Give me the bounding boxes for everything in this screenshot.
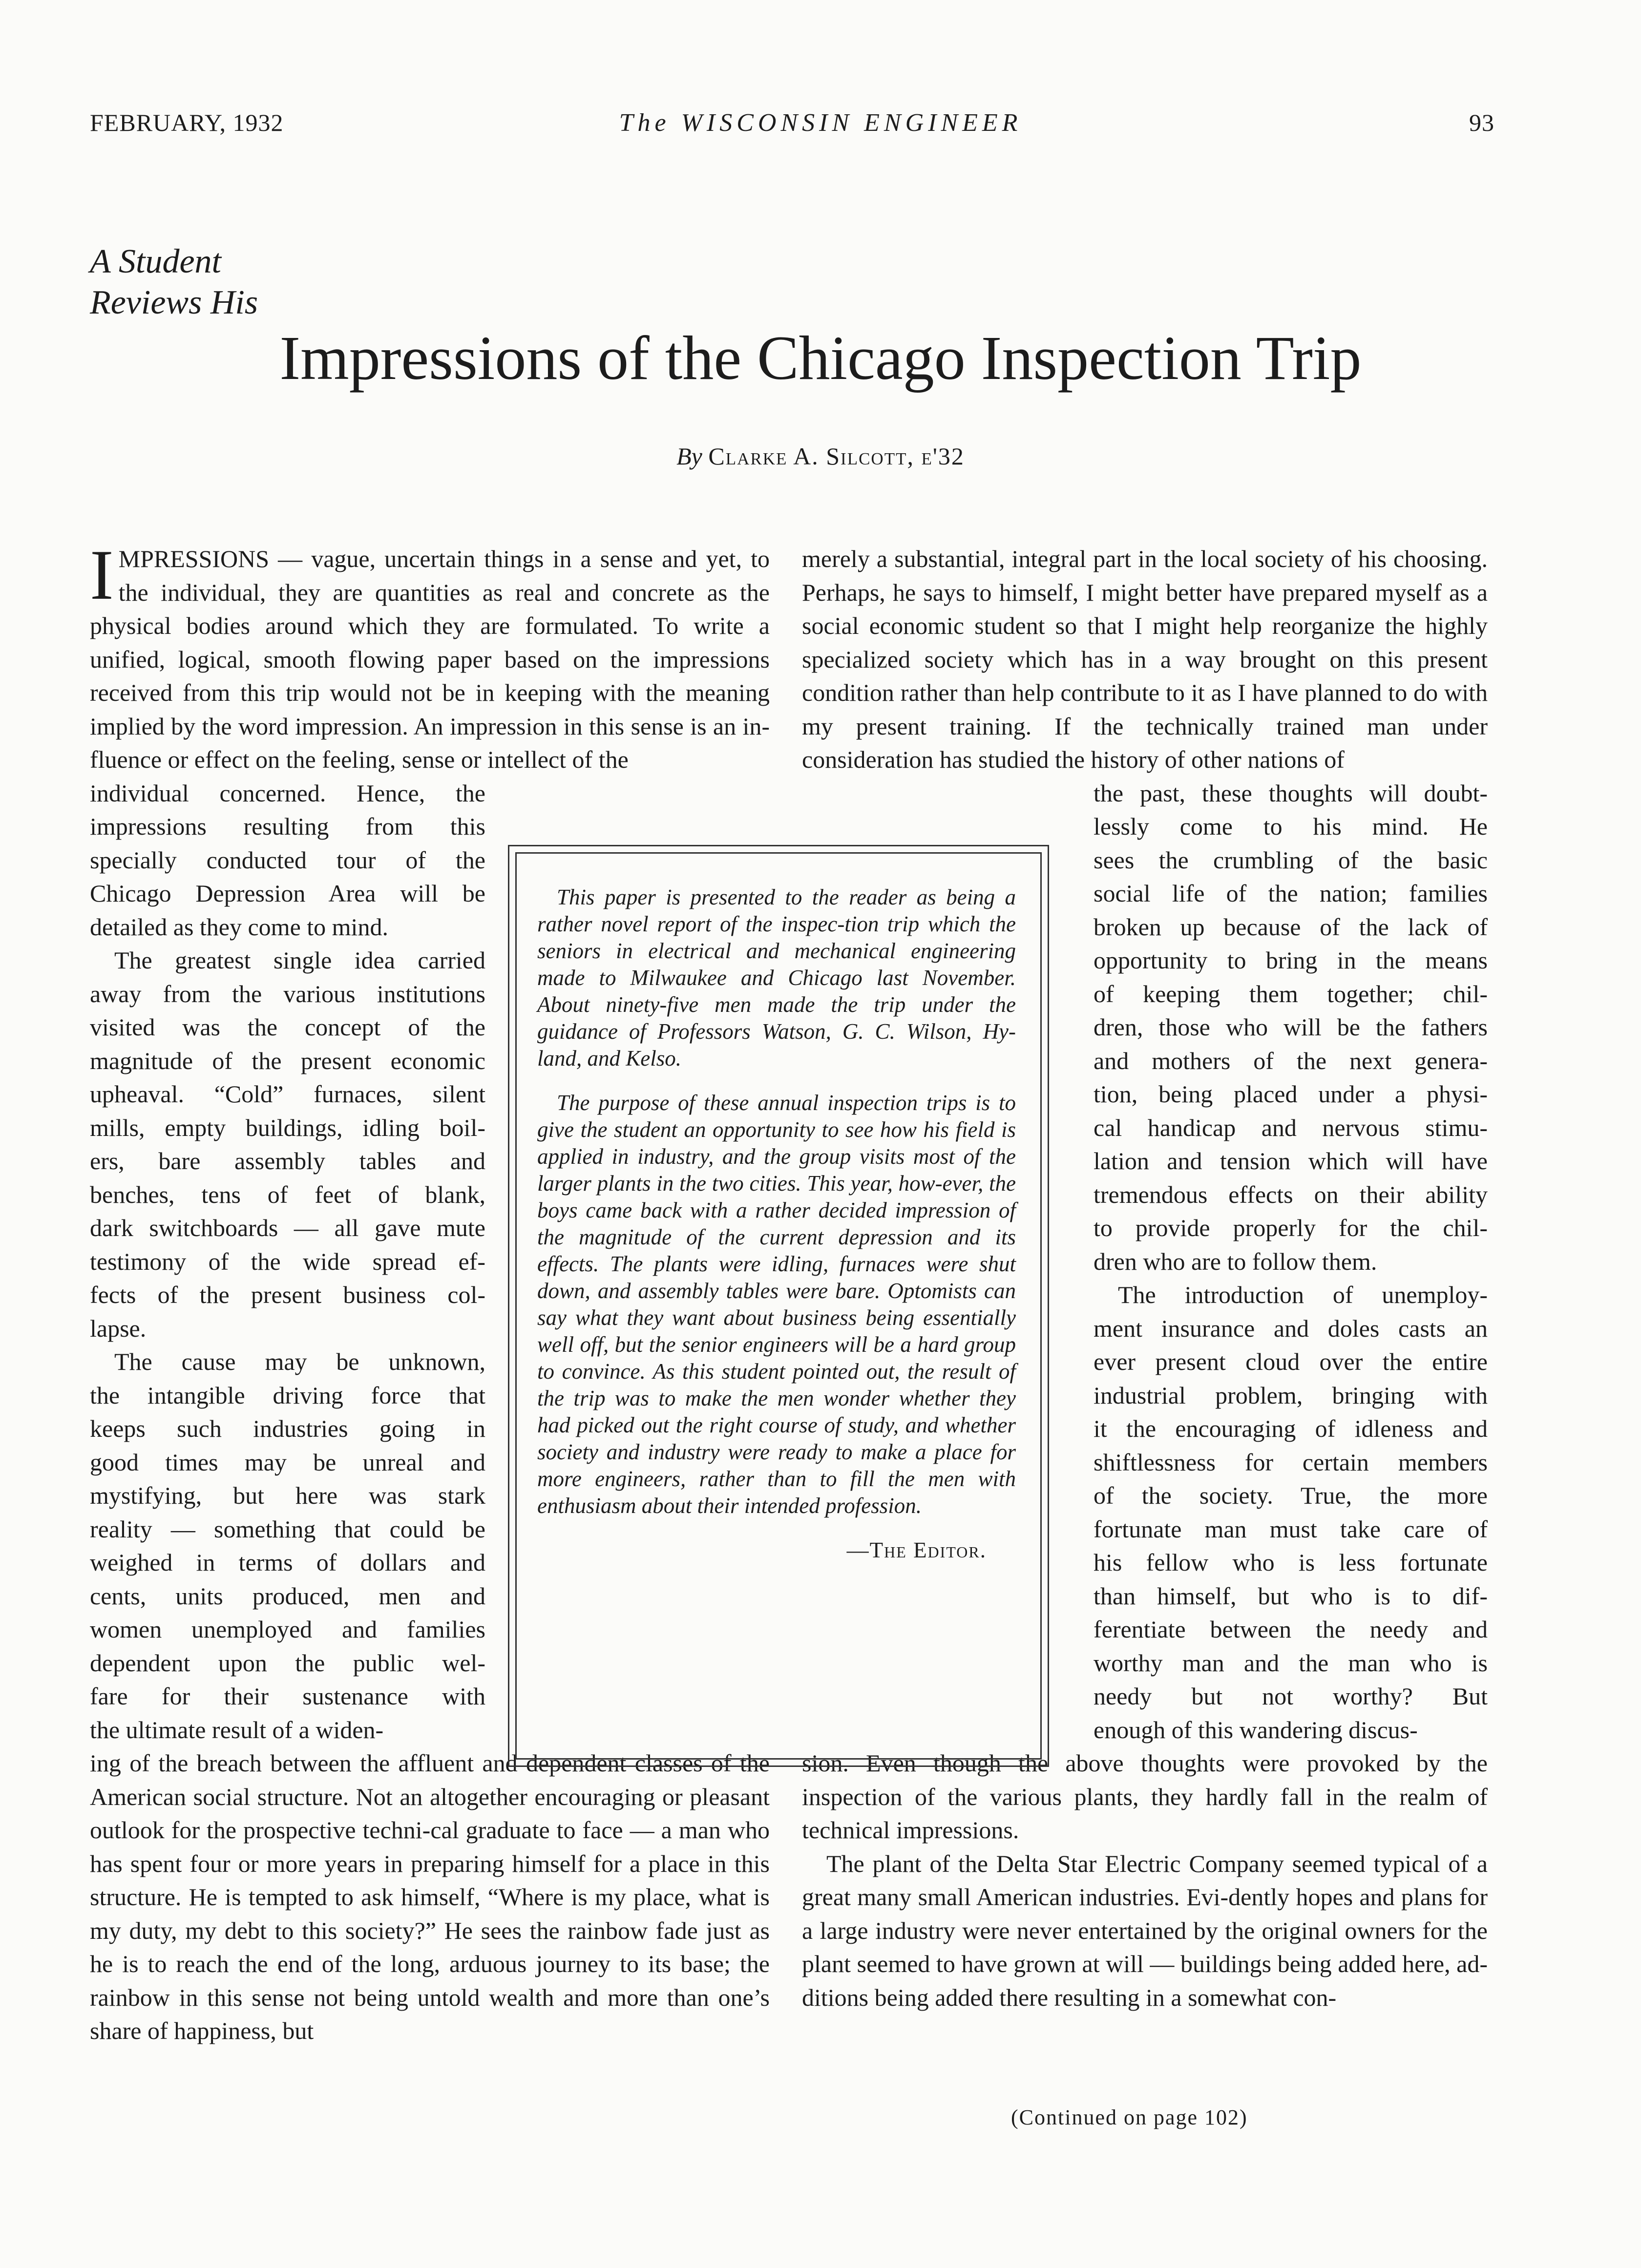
text-line: dark switchboards — all gave mute — [90, 1214, 485, 1241]
text-line: lessly come to his mind. He — [1094, 813, 1488, 840]
text-line: the intangible driving force that — [90, 1381, 485, 1409]
text-line: Chicago Depression Area will be — [90, 880, 485, 907]
text-line: benches, tens of feet of blank, — [90, 1180, 485, 1208]
right-para-1: merely a substantial, integral part in the local society of his choosing. Perhaps, he says to himself, I might better have prepared myself as a social economic student so that I might help reorganize the highly specialized society which has in a way brought on this present condition rather than help contribute to it as I have planned to do with my present training. If the technically trained man under consideration has studied the history of other nations of — [802, 545, 1488, 773]
byline-author: Clarke A. Silcott, e'32 — [708, 442, 965, 470]
text-line: individual concerned. Hence, the — [90, 779, 485, 807]
text-line: tremendous effects on their ability — [1094, 1180, 1488, 1208]
text-line: social life of the nation; families — [1094, 880, 1488, 907]
text-line: to provide properly for the chil- — [1094, 1214, 1488, 1241]
text-line: weighed in terms of dollars and — [90, 1549, 485, 1576]
right-para-2-narrow — [1094, 1278, 1488, 1746]
text-line: keeps such industries going in — [90, 1415, 485, 1442]
left-para-3-narrow — [90, 1345, 485, 1746]
text-line: and mothers of the next genera- — [1094, 1047, 1488, 1074]
text-line: opportunity to bring in the means — [1094, 946, 1488, 974]
text-line: than himself, but who is to dif- — [1094, 1582, 1488, 1610]
text-line: needy but not worthy? But — [1094, 1682, 1488, 1710]
text-line: sees the crumbling of the basic — [1094, 846, 1488, 874]
kicker-line-1: A Student — [90, 243, 221, 280]
text-line: industrial problem, bringing with — [1094, 1381, 1488, 1409]
continued-note: (Continued on page 102) — [1011, 2105, 1248, 2129]
text-line: women unemployed and families — [90, 1616, 485, 1643]
text-line: The cause may be unknown, — [114, 1348, 485, 1375]
text-line: enough of this wandering discus- — [1094, 1716, 1418, 1743]
editor-signature: —The Editor. — [846, 1538, 987, 1562]
header-date: FEBRUARY, 1932 — [90, 109, 284, 136]
text-line: the past, these thoughts will doubt- — [1094, 779, 1488, 807]
text-line: upheaval. “Cold” furnaces, silent — [90, 1080, 485, 1108]
text-line: mills, empty buildings, idling boil- — [90, 1113, 485, 1141]
text-line: his fellow who is less fortunate — [1094, 1549, 1488, 1576]
left-para-1: IMPRESSIONS — vague, uncertain things in a sense and yet, to the individual, they are quantities as real and concrete as the physical bodies around which they are formulated. To write a unified, logical, smooth flowing paper based on the impressions received from this trip would not be in keeping with the meaning implied by the word impression. An impression in this sense is an in-fluence or effect on the feeling, sense or intellect of the — [90, 535, 770, 773]
text-line: magnitude of the present economic — [90, 1047, 485, 1074]
text-line: dren, those who will be the fathers — [1094, 1013, 1488, 1041]
byline-prefix: By — [676, 442, 702, 470]
text-line: it the encouraging of idleness and — [1094, 1415, 1488, 1442]
text-line: specially conducted tour of the — [90, 846, 485, 874]
text-line: the ultimate result of a widen- — [90, 1716, 384, 1743]
page-number: 93 — [1469, 109, 1494, 136]
editor-note-para-1: This paper is presented to the reader as being a rather novel report of the inspec-tion trip which the seniors in electrical and mechanical engineering made to Milwaukee and Chicago last November. About ninety-five men made the trip under the guidance of Professors Watson, G. C. Wilson, Hy-land, and Kelso. — [537, 885, 1016, 1071]
text-line: broken up because of the lack of — [1094, 913, 1488, 941]
text-line: impressions resulting from this — [90, 813, 485, 840]
text-line: mystifying, but here was stark — [90, 1482, 485, 1509]
right-para-2-wide: sion. Even though the above thoughts were provoked by the inspection of the various plants, they hardly fall in the realm of technical impressions. — [802, 1749, 1488, 1844]
left-para-2 — [90, 944, 485, 1345]
magazine-title: The WISCONSIN ENGINEER — [619, 109, 1022, 137]
right-para-3: The plant of the Delta Star Electric Company seemed typical of a great many small American industries. Evi-dently hopes and plans for a large industry were never entertained by the original owners for the plant seemed to have grown at will — buildings being added here, ad-ditions being added there resulting in a somewhat con- — [802, 1849, 1488, 2011]
text-line: cal handicap and nervous stimu- — [1094, 1113, 1488, 1141]
text-line: ferentiate between the needy and — [1094, 1616, 1488, 1643]
text-line: good times may be unreal and — [90, 1448, 485, 1476]
text-line: of keeping them together; chil- — [1094, 980, 1488, 1008]
article-title: Impressions of the Chicago Inspection Trip — [279, 323, 1362, 393]
text-line: ers, bare assembly tables and — [90, 1147, 485, 1175]
text-line: cents, units produced, men and — [90, 1582, 485, 1610]
text-line: testimony of the wide spread ef- — [90, 1247, 485, 1275]
text-line: dependent upon the public wel- — [90, 1649, 485, 1677]
text-line: The greatest single idea carried — [114, 946, 485, 974]
left-para-3-wide: ing of the breach between the affluent and dependent classes of the American social structure. Not an altogether encouraging or pleasant outlook for the prospective techni-cal graduate to face — a man who has spent four or more years in preparing himself for a place in this structure. He is tempted to ask himself, “Where is my place, what is my duty, my debt to this society?” He sees the rainbow fade just as he is to reach the end of the long, arduous journey to its base; the rainbow in this sense not being untold wealth and more than one’s share of happiness, but — [90, 1749, 770, 2044]
text-line: detailed as they come to mind. — [90, 913, 388, 941]
text-line: ment insurance and doles casts an — [1094, 1314, 1488, 1342]
left-narrow-block — [90, 777, 485, 1747]
kicker-line-2: Reviews His — [90, 284, 258, 321]
text-line: lapse. — [90, 1314, 147, 1342]
text-line: fects of the present business col- — [90, 1281, 485, 1308]
text-line: The introduction of unemploy- — [1118, 1281, 1488, 1308]
text-line: reality — something that could be — [90, 1515, 485, 1543]
text-line: dren who are to follow them. — [1094, 1247, 1377, 1275]
editor-note-para-2: The purpose of these annual inspection trips is to give the student an opportunity to see how his field is applied in industry, and the group visits most of the larger plants in the two cities. This year, how-ever, the boys came back with a rather decided impression of the magnitude of the current depression and its effects. The plants were idling, furnaces were shut down, and assembly tables were bare. Optomists can say what they want about business being essentially well off, but the senior engineers will be a hard group to convince. As this student pointed out, the result of the trip was to make the men wonder whether they had picked out the right course of study, and whether society and industry were ready to make a place for more engineers, rather than to fill the men with enthusiasm about their intended profession. — [537, 1091, 1016, 1518]
text-line: worthy man and the man who is — [1094, 1649, 1488, 1677]
text-line: visited was the concept of the — [90, 1013, 485, 1041]
left-para-1-narrow — [90, 777, 485, 944]
text-line: ever present cloud over the entire — [1094, 1348, 1488, 1375]
text-line: lation and tension which will have — [1094, 1147, 1488, 1175]
text-line: fare for their sustenance with — [90, 1682, 485, 1710]
text-line: tion, being placed under a physi- — [1094, 1080, 1488, 1108]
text-line: away from the various institutions — [90, 980, 485, 1008]
editor-note — [537, 884, 1016, 1564]
byline — [0, 442, 1641, 470]
right-narrow-block — [1094, 777, 1488, 1747]
text-line: fortunate man must take care of — [1094, 1515, 1488, 1543]
text-line: of the society. True, the more — [1094, 1482, 1488, 1509]
text-line: shiftlessness for certain members — [1094, 1448, 1488, 1476]
right-para-1-narrow — [1094, 777, 1488, 1279]
